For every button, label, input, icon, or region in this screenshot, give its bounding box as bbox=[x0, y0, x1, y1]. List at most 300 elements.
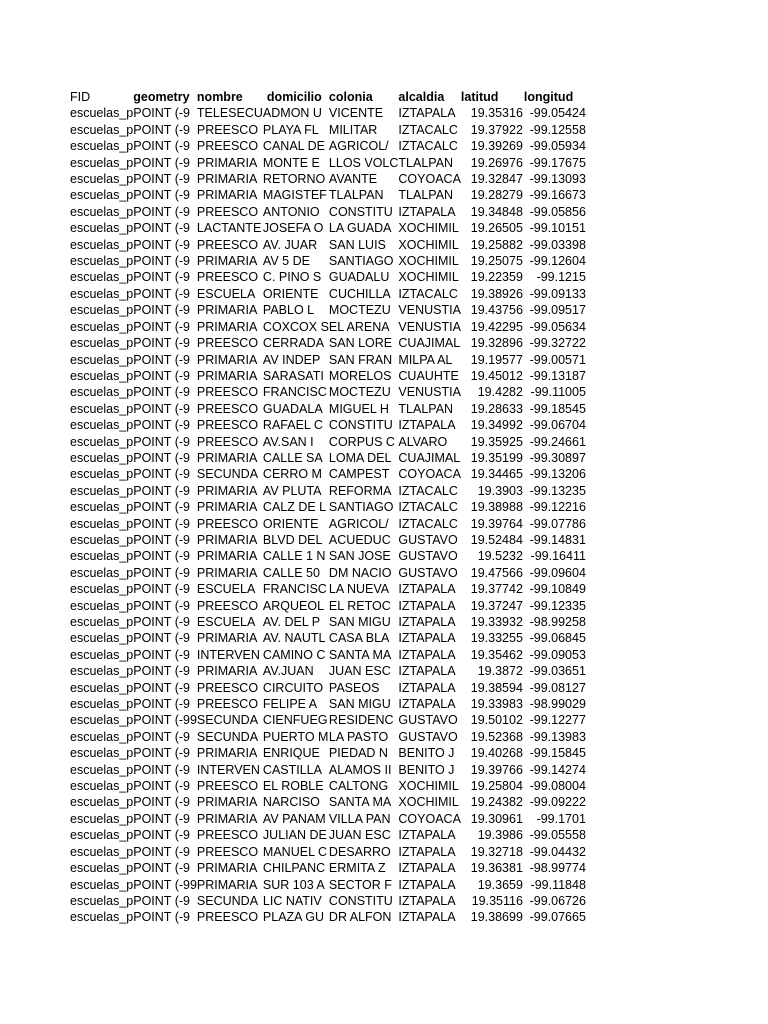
cell-geometry: POINT (-9 bbox=[133, 221, 190, 236]
table-row bbox=[68, 450, 587, 466]
cell-geometry: POINT (-9 bbox=[133, 598, 190, 613]
cell-domicilio: PLAZA GU bbox=[262, 910, 325, 925]
cell-colonia: ACUEDUC bbox=[328, 532, 391, 547]
cell-latitud: 19.37742 bbox=[470, 582, 523, 597]
cell-nombre: ESCUELA bbox=[196, 582, 256, 597]
cell-colonia: SAN FRAN bbox=[328, 352, 393, 367]
cell-fid: escuelas_p bbox=[70, 615, 134, 629]
cell-nombre: PREESCO bbox=[196, 680, 259, 695]
cell-colonia: RESIDENC bbox=[328, 713, 394, 728]
cell-geometry: POINT (-9 bbox=[133, 401, 190, 416]
cell-geometry: POINT (-9 bbox=[133, 286, 190, 301]
cell-fid: escuelas_p bbox=[70, 172, 134, 187]
table-row bbox=[68, 171, 587, 187]
cell-alcaldia: IZTAPALA bbox=[398, 598, 456, 613]
cell-latitud: 19.36381 bbox=[470, 861, 523, 876]
cell-fid: escuelas_p bbox=[70, 532, 134, 547]
cell-alcaldia: IZTACALC bbox=[398, 516, 458, 531]
cell-fid: escuelas_p bbox=[70, 352, 134, 367]
cell-latitud: 19.4282 bbox=[477, 385, 523, 400]
cell-longitud: -99.32722 bbox=[529, 336, 586, 351]
cell-alcaldia: XOCHIMIL bbox=[398, 254, 459, 269]
cell-domicilio: MAGISTEF bbox=[262, 188, 327, 203]
cell-domicilio: AV.SAN I bbox=[262, 434, 314, 449]
cell-longitud: -99.09604 bbox=[529, 565, 586, 580]
cell-latitud: 19.42295 bbox=[470, 319, 523, 334]
cell-longitud: -99.10849 bbox=[529, 582, 586, 597]
cell-domicilio: LIC NATIV bbox=[262, 893, 322, 908]
table-row bbox=[68, 827, 587, 843]
cell-geometry: POINT (-9 bbox=[133, 319, 190, 334]
cell-domicilio: JOSEFA O bbox=[262, 221, 324, 236]
cell-geometry: POINT (-9 bbox=[133, 270, 190, 285]
table-row bbox=[68, 598, 587, 614]
cell-fid: escuelas_p bbox=[70, 516, 134, 531]
cell-alcaldia: TLALPAN bbox=[398, 188, 454, 203]
cell-domicilio: GUADALA bbox=[262, 401, 323, 416]
cell-colonia: SECTOR F bbox=[328, 877, 392, 892]
cell-longitud: -99.13093 bbox=[529, 172, 586, 187]
cell-fid: escuelas_p bbox=[70, 434, 134, 449]
cell-nombre: PREESCO bbox=[196, 237, 259, 252]
cell-colonia: SAN MIGU bbox=[328, 697, 391, 712]
cell-latitud: 19.25075 bbox=[470, 254, 523, 269]
cell-colonia: MILITAR bbox=[328, 122, 378, 137]
cell-colonia: CORPUS C bbox=[328, 434, 395, 449]
cell-longitud: -99.12277 bbox=[529, 713, 586, 728]
cell-fid: escuelas_p bbox=[70, 565, 134, 580]
cell-latitud: 19.37247 bbox=[470, 598, 523, 613]
cell-colonia: CASA BLA bbox=[328, 631, 390, 646]
cell-longitud: -99.12335 bbox=[529, 598, 586, 613]
cell-longitud: -99.16411 bbox=[530, 549, 586, 564]
cell-nombre: PRIMARIA bbox=[196, 172, 258, 187]
cell-longitud: -99.13206 bbox=[529, 467, 586, 482]
cell-alcaldia: IZTAPALA bbox=[398, 204, 456, 219]
cell-latitud: 19.35116 bbox=[471, 893, 523, 908]
cell-domicilio: RETORNO bbox=[262, 172, 326, 187]
cell-geometry: POINT (-9 bbox=[133, 122, 190, 137]
table-row bbox=[68, 335, 587, 351]
cell-domicilio: FELIPE A bbox=[262, 697, 318, 712]
cell-domicilio: NARCISO bbox=[262, 795, 320, 810]
cell-geometry: POINT (-9 bbox=[133, 582, 190, 597]
cell-geometry: POINT (-9 bbox=[133, 746, 190, 761]
cell-nombre: PREESCO bbox=[196, 598, 259, 613]
cell-domicilio: CAMINO C bbox=[262, 647, 326, 662]
cell-domicilio: CALLE 1 N bbox=[262, 549, 326, 564]
cell-latitud: 19.25882 bbox=[470, 237, 523, 252]
table-row bbox=[68, 844, 587, 860]
cell-colonia: MOCTEZU bbox=[328, 385, 391, 400]
cell-alcaldia: IZTAPALA bbox=[398, 844, 456, 859]
cell-longitud: -99.05558 bbox=[529, 828, 586, 843]
cell-domicilio: AV. NAUTL bbox=[262, 631, 326, 646]
cell-nombre: SECUNDA bbox=[196, 467, 259, 482]
cell-fid: escuelas_p bbox=[70, 500, 134, 515]
cell-longitud: -99.13983 bbox=[529, 729, 586, 744]
table-row bbox=[68, 696, 587, 712]
cell-geometry: POINT (-9 bbox=[133, 779, 190, 794]
cell-geometry: POINT (-9 bbox=[133, 680, 190, 695]
cell-longitud: -99.06726 bbox=[529, 893, 586, 908]
cell-alcaldia: IZTAPALA bbox=[398, 664, 456, 679]
cell-geometry: POINT (-9 bbox=[133, 615, 190, 629]
cell-alcaldia: VENUSTIA bbox=[398, 385, 461, 400]
cell-nombre: PRIMARIA bbox=[196, 746, 258, 761]
table-row bbox=[68, 680, 587, 696]
table-row bbox=[68, 565, 587, 581]
cell-geometry: POINT (-9 bbox=[133, 697, 190, 712]
cell-domicilio: AV. DEL P bbox=[262, 615, 321, 629]
cell-longitud: -99.05934 bbox=[529, 139, 586, 154]
header-alcaldia: alcaldia bbox=[398, 90, 445, 104]
cell-nombre: PRIMARIA bbox=[196, 303, 258, 318]
cell-colonia: VILLA PAN bbox=[328, 811, 391, 826]
cell-nombre: PRIMARIA bbox=[196, 368, 258, 383]
cell-longitud: -99.18545 bbox=[529, 401, 586, 416]
cell-alcaldia: BENITO J bbox=[398, 762, 455, 777]
cell-domicilio: CIENFUEG bbox=[262, 713, 328, 728]
cell-geometry: POINT (-9 bbox=[133, 418, 190, 433]
table-row bbox=[68, 155, 587, 171]
table-row bbox=[68, 762, 587, 778]
cell-nombre: PREESCO bbox=[196, 401, 259, 416]
cell-domicilio: PUERTO M bbox=[262, 729, 329, 744]
cell-domicilio: AV PLUTA bbox=[262, 483, 322, 498]
cell-alcaldia: CUAJIMAL bbox=[398, 336, 461, 351]
cell-alcaldia: IZTAPALA bbox=[398, 680, 456, 695]
cell-nombre: LACTANTE bbox=[196, 221, 262, 236]
cell-colonia: MIGUEL H bbox=[328, 401, 389, 416]
cell-domicilio: SUR 103 A bbox=[262, 877, 325, 892]
cell-fid: escuelas_p bbox=[70, 139, 134, 154]
cell-longitud: -99.09053 bbox=[529, 647, 586, 662]
cell-nombre: PRIMARIA bbox=[196, 861, 258, 876]
cell-latitud: 19.22359 bbox=[470, 270, 523, 285]
table-row bbox=[68, 204, 587, 220]
cell-domicilio: AV.JUAN bbox=[262, 664, 314, 679]
cell-colonia: SAN LUIS bbox=[328, 237, 386, 252]
cell-longitud: -99.04432 bbox=[529, 844, 586, 859]
cell-geometry: POINT (-9 bbox=[133, 844, 190, 859]
table-row bbox=[68, 778, 587, 794]
cell-alcaldia: CUAJIMAL bbox=[398, 450, 461, 465]
cell-alcaldia: CUAUHTE bbox=[398, 368, 459, 383]
table-row bbox=[68, 729, 587, 745]
header-nombre: nombre bbox=[196, 90, 243, 104]
cell-alcaldia: IZTACALC bbox=[398, 483, 458, 498]
cell-colonia: PASEOS bbox=[328, 680, 380, 695]
cell-longitud: -99.10151 bbox=[529, 221, 586, 236]
cell-colonia: CONSTITU bbox=[328, 418, 393, 433]
cell-fid: escuelas_p bbox=[70, 467, 134, 482]
cell-longitud: -99.07786 bbox=[529, 516, 586, 531]
cell-nombre: PRIMARIA bbox=[196, 500, 258, 515]
cell-fid: escuelas_p bbox=[70, 631, 134, 646]
cell-longitud: -98.99774 bbox=[529, 861, 586, 876]
cell-alcaldia: IZTAPALA bbox=[398, 828, 456, 843]
cell-nombre: PRIMARIA bbox=[196, 254, 258, 269]
cell-domicilio: SARASATI bbox=[262, 368, 324, 383]
cell-geometry: POINT (-99 bbox=[133, 713, 197, 728]
cell-longitud: -99.16673 bbox=[529, 188, 586, 203]
cell-domicilio: CANAL DE bbox=[262, 139, 325, 154]
cell-geometry: POINT (-9 bbox=[133, 647, 190, 662]
cell-fid: escuelas_p bbox=[70, 664, 134, 679]
cell-domicilio: ORIENTE bbox=[262, 516, 319, 531]
cell-latitud: 19.35316 bbox=[470, 106, 523, 121]
cell-fid: escuelas_p bbox=[70, 336, 134, 351]
cell-nombre: PRIMARIA bbox=[196, 565, 258, 580]
cell-geometry: POINT (-9 bbox=[133, 336, 190, 351]
cell-alcaldia: IZTAPALA bbox=[398, 697, 456, 712]
cell-domicilio: ENRIQUE bbox=[262, 746, 320, 761]
cell-nombre: PREESCO bbox=[196, 385, 259, 400]
cell-geometry: POINT (-9 bbox=[133, 434, 190, 449]
table-row bbox=[68, 269, 587, 285]
cell-fid: escuelas_p bbox=[70, 910, 134, 925]
cell-alcaldia: IZTACALC bbox=[398, 286, 458, 301]
cell-nombre: PREESCO bbox=[196, 122, 259, 137]
cell-fid: escuelas_p bbox=[70, 303, 134, 318]
header-domicilio: domicilio bbox=[266, 90, 322, 104]
cell-geometry: POINT (-9 bbox=[133, 565, 190, 580]
cell-alcaldia: TLALPAN bbox=[398, 155, 454, 170]
cell-longitud: -99.06845 bbox=[529, 631, 586, 646]
table-row bbox=[68, 745, 587, 761]
cell-domicilio: ANTONIO bbox=[262, 204, 320, 219]
cell-longitud: -99.06704 bbox=[529, 418, 586, 433]
cell-latitud: 19.3659 bbox=[477, 877, 523, 892]
cell-longitud: -99.30897 bbox=[529, 450, 586, 465]
cell-alcaldia: IZTAPALA bbox=[398, 582, 456, 597]
cell-latitud: 19.38699 bbox=[470, 910, 523, 925]
cell-longitud: -99.09222 bbox=[529, 795, 586, 810]
cell-domicilio: PLAYA FL bbox=[262, 122, 319, 137]
cell-fid: escuelas_p bbox=[70, 598, 134, 613]
cell-fid: escuelas_p bbox=[70, 697, 134, 712]
cell-domicilio: FRANCISC bbox=[262, 582, 327, 597]
cell-longitud: -99.03651 bbox=[529, 664, 586, 679]
cell-alcaldia: GUSTAVO bbox=[398, 565, 458, 580]
cell-fid: escuelas_p bbox=[70, 877, 134, 892]
cell-alcaldia: VENUSTIA bbox=[398, 319, 461, 334]
cell-longitud: -99.13187 bbox=[529, 368, 586, 383]
cell-longitud: -99.08004 bbox=[529, 779, 586, 794]
cell-alcaldia: IZTACALC bbox=[398, 500, 458, 515]
table-row bbox=[68, 893, 587, 909]
cell-latitud: 19.39766 bbox=[470, 762, 523, 777]
cell-latitud: 19.30961 bbox=[470, 811, 523, 826]
cell-latitud: 19.34992 bbox=[470, 418, 523, 433]
table-row bbox=[68, 302, 587, 318]
cell-colonia: MORELOS bbox=[328, 368, 392, 383]
cell-nombre: SECUNDA bbox=[196, 893, 259, 908]
cell-geometry: POINT (-9 bbox=[133, 631, 190, 646]
table-row bbox=[68, 105, 587, 121]
cell-latitud: 19.35925 bbox=[470, 434, 523, 449]
cell-domicilio: CALLE 50 bbox=[262, 565, 320, 580]
table-row bbox=[68, 237, 587, 253]
table-row bbox=[68, 286, 587, 302]
table-row bbox=[68, 417, 587, 433]
cell-colonia: CALTONG bbox=[328, 779, 389, 794]
cell-fid: escuelas_p bbox=[70, 188, 134, 203]
table-row bbox=[68, 122, 587, 138]
cell-longitud: -99.09517 bbox=[529, 303, 586, 318]
cell-nombre: PRIMARIA bbox=[196, 319, 258, 334]
cell-colonia: SANTIAGO bbox=[328, 500, 394, 515]
cell-latitud: 19.34465 bbox=[470, 467, 523, 482]
cell-fid: escuelas_p bbox=[70, 729, 134, 744]
cell-latitud: 19.38926 bbox=[470, 286, 523, 301]
cell-nombre: PRIMARIA bbox=[196, 631, 258, 646]
cell-fid: escuelas_p bbox=[70, 861, 134, 876]
cell-alcaldia: VENUSTIA bbox=[398, 303, 461, 318]
cell-domicilio: FRANCISC bbox=[262, 385, 327, 400]
cell-domicilio: AV PANAM bbox=[262, 811, 326, 826]
cell-fid: escuelas_p bbox=[70, 385, 134, 400]
cell-fid: escuelas_p bbox=[70, 221, 134, 236]
cell-alcaldia: IZTAPALA bbox=[398, 106, 456, 121]
cell-longitud: -99.03398 bbox=[529, 237, 586, 252]
cell-nombre: PREESCO bbox=[196, 418, 259, 433]
cell-geometry: POINT (-9 bbox=[133, 861, 190, 876]
cell-nombre: PRIMARIA bbox=[196, 877, 258, 892]
cell-longitud: -99.12604 bbox=[529, 254, 586, 269]
cell-colonia: SAN MIGU bbox=[328, 615, 391, 629]
cell-latitud: 19.39764 bbox=[470, 516, 523, 531]
cell-alcaldia: GUSTAVO bbox=[398, 549, 458, 564]
table-row bbox=[68, 860, 587, 876]
cell-colonia: CONSTITU bbox=[328, 893, 393, 908]
cell-alcaldia: IZTACALC bbox=[398, 139, 458, 154]
table-row bbox=[68, 614, 587, 630]
table-row bbox=[68, 319, 587, 335]
cell-colonia: SANTA MA bbox=[328, 795, 392, 810]
cell-domicilio: EL ROBLE bbox=[262, 779, 324, 794]
cell-geometry: POINT (-9 bbox=[133, 188, 190, 203]
cell-latitud: 19.32896 bbox=[470, 336, 523, 351]
header-longitud: longitud bbox=[523, 90, 574, 104]
table-row bbox=[68, 581, 587, 597]
cell-fid: escuelas_p bbox=[70, 811, 134, 826]
cell-nombre: PREESCO bbox=[196, 336, 259, 351]
cell-colonia: CUCHILLA bbox=[328, 286, 391, 301]
cell-nombre: PREESCO bbox=[196, 516, 259, 531]
cell-latitud: 19.45012 bbox=[470, 368, 523, 383]
cell-colonia: DR ALFON bbox=[328, 910, 392, 925]
cell-longitud: -99.13235 bbox=[529, 483, 586, 498]
cell-geometry: POINT (-9 bbox=[133, 204, 190, 219]
cell-colonia: ERMITA Z bbox=[328, 861, 386, 876]
cell-fid: escuelas_p bbox=[70, 795, 134, 810]
cell-domicilio: MONTE E bbox=[262, 155, 320, 170]
cell-latitud: 19.52484 bbox=[470, 532, 523, 547]
cell-geometry: POINT (-9 bbox=[133, 795, 190, 810]
cell-alcaldia: IZTAPALA bbox=[398, 418, 456, 433]
cell-nombre: PREESCO bbox=[196, 779, 259, 794]
cell-fid: escuelas_p bbox=[70, 549, 134, 564]
cell-colonia: SANTA MA bbox=[328, 647, 392, 662]
table-row bbox=[68, 466, 587, 482]
cell-domicilio: CERRO M bbox=[262, 467, 322, 482]
cell-domicilio: BLVD DEL bbox=[262, 532, 323, 547]
cell-fid: escuelas_p bbox=[70, 647, 134, 662]
cell-latitud: 19.26976 bbox=[470, 155, 523, 170]
cell-alcaldia: COYOACA bbox=[398, 467, 461, 482]
cell-alcaldia: IZTAPALA bbox=[398, 877, 456, 892]
cell-nombre: PREESCO bbox=[196, 828, 259, 843]
cell-alcaldia: IZTAPALA bbox=[398, 615, 456, 629]
cell-domicilio: CALLE SA bbox=[262, 450, 323, 465]
table-row bbox=[68, 499, 587, 515]
cell-fid: escuelas_p bbox=[70, 844, 134, 859]
cell-longitud: -99.11005 bbox=[530, 385, 586, 400]
cell-domicilio: COXCOX S bbox=[262, 319, 329, 334]
table-row bbox=[68, 253, 587, 269]
cell-alcaldia: IZTAPALA bbox=[398, 893, 456, 908]
cell-nombre: INTERVEN bbox=[196, 762, 260, 777]
cell-latitud: 19.38594 bbox=[470, 680, 523, 695]
cell-colonia: AVANTE bbox=[328, 172, 378, 187]
cell-nombre: INTERVEN bbox=[196, 647, 260, 662]
header-geometry: geometry bbox=[133, 90, 190, 104]
cell-longitud: -99.07665 bbox=[529, 910, 586, 925]
table-row bbox=[68, 877, 587, 893]
cell-colonia: PIEDAD N bbox=[328, 746, 388, 761]
cell-alcaldia: XOCHIMIL bbox=[398, 270, 459, 285]
cell-alcaldia: GUSTAVO bbox=[398, 729, 458, 744]
cell-nombre: PRIMARIA bbox=[196, 664, 258, 679]
cell-geometry: POINT (-9 bbox=[133, 893, 190, 908]
cell-fid: escuelas_p bbox=[70, 893, 134, 908]
cell-colonia: AGRICOL/ bbox=[328, 139, 389, 154]
cell-nombre: ESCUELA bbox=[196, 286, 256, 301]
cell-alcaldia: XOCHIMIL bbox=[398, 237, 459, 252]
cell-geometry: POINT (-9 bbox=[133, 762, 190, 777]
cell-longitud: -99.1215 bbox=[536, 270, 586, 285]
cell-domicilio: AV 5 DE bbox=[262, 254, 310, 269]
cell-latitud: 19.43756 bbox=[470, 303, 523, 318]
table-row bbox=[68, 516, 587, 532]
cell-geometry: POINT (-9 bbox=[133, 139, 190, 154]
cell-fid: escuelas_p bbox=[70, 713, 134, 728]
cell-fid: escuelas_p bbox=[70, 418, 134, 433]
table-row bbox=[68, 712, 587, 728]
cell-colonia: DM NACIO bbox=[328, 565, 392, 580]
cell-longitud: -98.99029 bbox=[529, 697, 586, 712]
cell-nombre: PREESCO bbox=[196, 844, 259, 859]
cell-latitud: 19.38988 bbox=[470, 500, 523, 515]
cell-nombre: PRIMARIA bbox=[196, 795, 258, 810]
cell-colonia: SAN LORE bbox=[328, 336, 393, 351]
table-row bbox=[68, 909, 587, 925]
cell-nombre: SECUNDA bbox=[196, 713, 259, 728]
cell-latitud: 19.35462 bbox=[470, 647, 523, 662]
cell-domicilio: ORIENTE bbox=[262, 286, 319, 301]
cell-latitud: 19.33255 bbox=[470, 631, 523, 646]
cell-colonia: TLALPAN bbox=[328, 188, 384, 203]
cell-nombre: TELESECU bbox=[196, 106, 263, 121]
cell-colonia: LOMA DEL bbox=[328, 450, 392, 465]
cell-latitud: 19.25804 bbox=[470, 779, 523, 794]
cell-longitud: -99.14274 bbox=[529, 762, 586, 777]
table-row bbox=[68, 384, 587, 400]
table-row bbox=[68, 138, 587, 154]
cell-alcaldia: IZTAPALA bbox=[398, 631, 456, 646]
